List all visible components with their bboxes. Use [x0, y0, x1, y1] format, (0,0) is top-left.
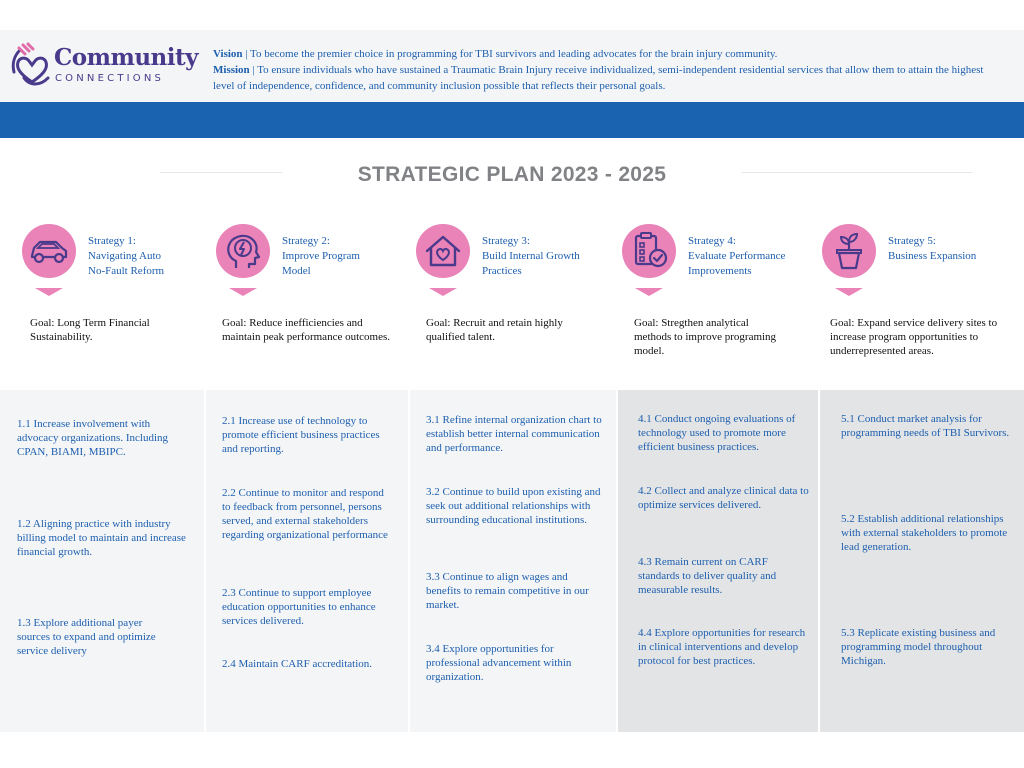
- house-heart-icon: [416, 224, 470, 296]
- action-item-1-2: 1.2 Aligning practice with industry billing model to maintain and increase financial growth.: [17, 518, 186, 558]
- vision-statement: [213, 46, 993, 62]
- action-item-5-1: 5.1 Conduct market analysis for programming needs of TBI Survivors.: [841, 413, 1010, 439]
- car-icon: [22, 224, 76, 296]
- action-item-3-2: 3.2 Continue to build upon existing and seek out additional relationships with surrounding educational institutions.: [426, 486, 601, 526]
- strategy-2-goal: Goal: Reduce inefficiencies and maintain peak performance outcomes.: [222, 317, 390, 343]
- vision-label: Vision: [213, 48, 243, 60]
- mission-text: | To ensure individuals who have sustained a Traumatic Brain Injury receive individualized, semi-independent residential services that allow them to attain the highest level of independence, confidence, and community inclusion possible that reflects their personal goals.: [213, 64, 984, 92]
- clipboard-check-icon: [622, 224, 676, 296]
- action-item-2-2: 2.2 Continue to monitor and respond to feedback from personnel, persons served, and external stakeholders regarding organizational performance: [222, 487, 388, 541]
- logo-name: Community: [54, 44, 198, 71]
- vision-mission: [213, 46, 993, 94]
- header: [0, 30, 1024, 102]
- head-lightning-icon: [216, 224, 270, 296]
- action-item-2-4: 2.4 Maintain CARF accreditation.: [222, 658, 372, 670]
- vision-text: | To become the premier choice in programming for TBI survivors and leading advocates for the brain injury community.: [242, 48, 778, 60]
- action-item-1-3: 1.3 Explore additional payer sources to expand and optimize service delivery: [17, 617, 156, 657]
- strategy-2-label: Strategy 2: Improve Program Model: [282, 235, 360, 277]
- strategy-1-label: Strategy 1: Navigating Auto No-Fault Reform: [88, 235, 165, 277]
- blue-banner: [0, 102, 1024, 138]
- action-item-5-3: 5.3 Replicate existing business and programming model throughout Michigan.: [841, 627, 996, 667]
- strategy-3-label: Strategy 3: Build Internal Growth Practices: [482, 235, 580, 277]
- strategy-3-header: [416, 224, 616, 304]
- action-item-2-3: 2.3 Continue to support employee education opportunities to enhance services delivered.: [222, 587, 376, 627]
- mission-label: Mission: [213, 64, 250, 76]
- action-item-3-3: 3.3 Continue to align wages and benefits to remain competitive in our market.: [426, 571, 589, 611]
- action-item-5-2: 5.2 Establish additional relationships with external stakeholders to promote lead generation.: [841, 513, 1008, 553]
- strategy-5-goal: Goal: Expand service delivery sites to increase program opportunities to underrepresented areas.: [830, 317, 998, 357]
- action-item-4-3: 4.3 Remain current on CARF standards to deliver quality and measurable results.: [638, 556, 777, 596]
- action-item-4-1: 4.1 Conduct ongoing evaluations of technology used to promote more efficient business practices.: [638, 413, 796, 453]
- plant-pot-icon: [822, 224, 876, 296]
- strategy-5-panel: [820, 390, 1024, 732]
- strategy-1-goal: Goal: Long Term Financial Sustainability.: [30, 317, 150, 343]
- action-item-3-4: 3.4 Explore opportunities for professional advancement within organization.: [426, 643, 572, 683]
- action-item-1-1: 1.1 Increase involvement with advocacy organizations. Including CPAN, BIAMI, MBIPC.: [17, 418, 168, 458]
- strategy-4-label: Strategy 4: Evaluate Performance Improvements: [688, 235, 786, 277]
- strategy-4-goal: Goal: Stregthen analytical methods to improve programing model.: [634, 317, 777, 357]
- logo-subname: CONNECTIONS: [55, 73, 165, 84]
- strategy-3-goal: Goal: Recruit and retain highly qualified talent.: [426, 317, 563, 343]
- strategy-4-header: [622, 224, 822, 304]
- strategy-5-header: [822, 224, 1012, 304]
- page-title: STRATEGIC PLAN 2023 - 2025: [357, 163, 667, 186]
- strategy-2-header: [216, 224, 406, 304]
- strategy-5-label: Strategy 5: Business Expansion: [888, 235, 977, 262]
- action-item-4-4: 4.4 Explore opportunities for research in clinical interventions and develop protocol for best practices.: [638, 627, 806, 667]
- action-item-2-1: 2.1 Increase use of technology to promote efficient business practices and reporting.: [222, 415, 380, 455]
- action-item-4-2: 4.2 Collect and analyze clinical data to optimize services delivered.: [638, 485, 809, 511]
- community-connections-logo: [10, 42, 200, 92]
- mission-statement: [213, 62, 993, 94]
- hands-heart-logo-icon: [10, 42, 54, 90]
- strategy-1-header: [22, 224, 212, 304]
- action-item-3-1: 3.1 Refine internal organization chart to establish better internal communication and performance.: [426, 414, 602, 454]
